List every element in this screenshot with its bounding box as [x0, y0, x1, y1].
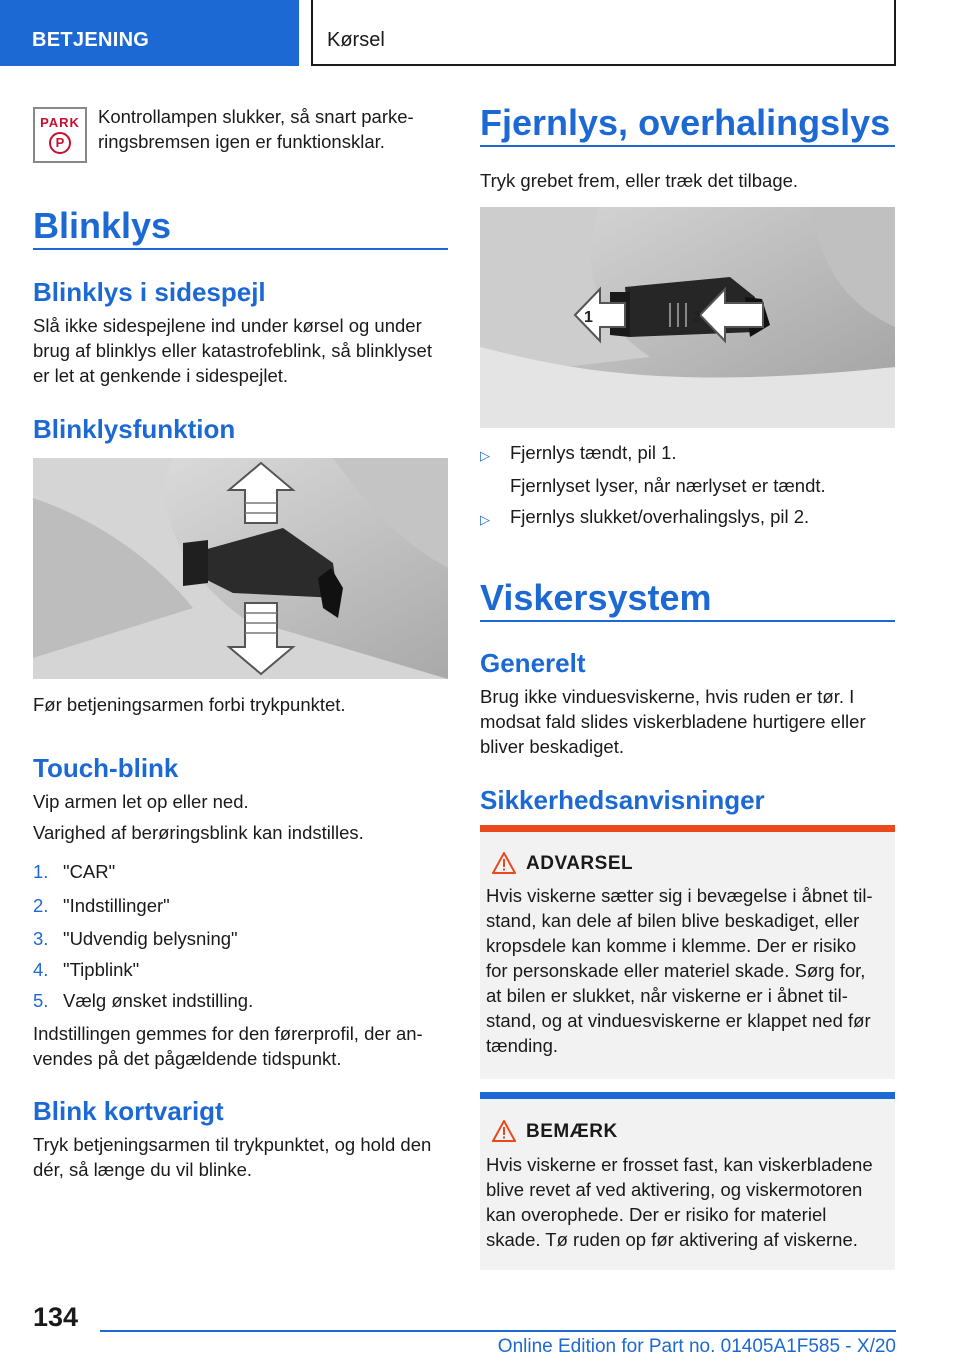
warning-line: stand, kan dele af bilen blive beskadiget, eller: [486, 910, 860, 931]
step-text: Vælg ønsket indstilling.: [63, 990, 254, 1011]
heading-rule: [480, 620, 895, 622]
step-number: 2.: [33, 895, 49, 916]
section-title: BETJENING: [32, 29, 150, 51]
kort-line-1: Tryk betjeningsarmen til trykpunktet, og hold den: [33, 1134, 432, 1155]
heading-blinklys-sidespejl: Blinklys i sidespejl: [33, 277, 266, 307]
touch-after-line-2: vendes på det pågældende tidspunkt.: [33, 1048, 342, 1069]
park-icon-symbol: P: [55, 135, 65, 150]
generelt-paragraph: [480, 684, 900, 759]
edition-link[interactable]: Online Edition for Part no. 01405A1F585 - X/20: [497, 1336, 896, 1357]
heading-viskersystem: Viskersystem: [480, 577, 712, 618]
park-indicator-icon: [33, 107, 87, 163]
notice-line: kan overophede. Der er risiko for materiel: [486, 1204, 827, 1225]
step-text: "Udvendig belysning": [63, 928, 238, 949]
heading-generelt: Generelt: [480, 648, 586, 678]
notice-body: [486, 1152, 886, 1252]
warning-box: [480, 825, 895, 1079]
touch-after-line-1: Indstillingen gemmes for den førerprofil, der an-: [33, 1023, 423, 1044]
park-icon-text: PARK: [40, 115, 80, 130]
park-text-line-1: Kontrollampen slukker, så snart parke-: [98, 106, 414, 127]
step-text: "CAR": [63, 861, 116, 882]
step-number: 1.: [33, 861, 49, 882]
warning-line: Hvis viskerne sætter sig i bevægelse i åbnet til-: [486, 885, 873, 906]
notice-accent-bar: [480, 1092, 895, 1099]
warning-triangle-icon: [492, 852, 516, 874]
section-tab: [0, 0, 299, 66]
park-icon-circle: [49, 132, 71, 154]
bullet-text: Fjernlys slukket/overhalingslys, pil 2.: [510, 506, 810, 527]
sidespejl-line-2: brug af blinklys eller katastrofeblink, så blinklyset: [33, 340, 432, 361]
generelt-line-3: bliver beskadiget.: [480, 736, 624, 757]
heading-rule: [480, 145, 895, 147]
sidespejl-paragraph: [33, 313, 453, 388]
step-number: 5.: [33, 990, 49, 1011]
park-text-line-2: ringsbremsen igen er funktionsklar.: [98, 131, 385, 152]
heading-rule: [33, 248, 448, 250]
turn-signal-lever-figure: [33, 458, 448, 679]
touch-after-paragraph: [33, 1021, 453, 1071]
high-beam-lever-figure: [480, 207, 895, 428]
warning-line: at bilen er slukket, når viskerne er i åbnet til-: [486, 985, 848, 1006]
heading-blink-kortvarigt: Blink kortvarigt: [33, 1096, 224, 1126]
high-beam-illustration: [480, 207, 895, 428]
notice-line: blive revet af ved aktivering, og viskermotoren: [486, 1179, 863, 1200]
fjernlys-intro: Tryk grebet frem, eller træk det tilbage.: [480, 170, 799, 191]
arrow-1-label: 1: [584, 309, 593, 326]
heading-blinklysfunktion: Blinklysfunktion: [33, 414, 236, 444]
generelt-line-2: modsat fald slides viskerbladene hurtigere eller: [480, 711, 866, 732]
heading-blinklys: Blinklys: [33, 205, 172, 246]
caution-triangle-icon: [492, 1120, 516, 1142]
touch-paragraph-2: Varighed af berøringsblink kan indstilles.: [33, 822, 364, 843]
step-number: 3.: [33, 928, 49, 949]
bullet-text: Fjernlys tændt, pil 1.: [510, 442, 677, 463]
step-text: "Indstillinger": [63, 895, 170, 916]
warning-body: [486, 883, 886, 1058]
step-text: "Tipblink": [63, 959, 140, 980]
sidespejl-line-3: er let at genkende i sidespejlet.: [33, 365, 289, 386]
heading-touch-blink: Touch-blink: [33, 753, 179, 783]
step-number: 4.: [33, 959, 49, 980]
triangle-bullet-icon: ▷: [480, 512, 490, 527]
triangle-bullet-icon: ▷: [480, 448, 490, 463]
arrow-2-label: 2: [692, 309, 701, 326]
kort-paragraph: [33, 1132, 458, 1182]
warning-line: for personskade eller materiel skade. Sørg for,: [486, 960, 866, 981]
notice-line: skade. Tø ruden op før aktivering af viskerne.: [486, 1229, 858, 1250]
sidespejl-line-1: Slå ikke sidespejlene ind under kørsel og under: [33, 315, 422, 336]
warning-line: tænding.: [486, 1035, 558, 1056]
turn-signal-illustration: [33, 458, 448, 679]
touch-paragraph-1: Vip armen let op eller ned.: [33, 791, 249, 812]
warning-title: ADVARSEL: [526, 853, 634, 874]
warning-line: stand, og at vinduesviskerne er klappet ned før: [486, 1010, 871, 1031]
bullet-subtext-line: Fjernlyset lyser, når nærlyset er tændt.: [510, 475, 826, 496]
footer-rule: [100, 1330, 896, 1332]
kort-line-2: dér, så længe du vil blinke.: [33, 1159, 253, 1180]
notice-line: Hvis viskerne er frosset fast, kan viskerbladene: [486, 1154, 873, 1175]
heading-fjernlys: Fjernlys, overhalingslys: [480, 102, 891, 143]
page-number: 134: [33, 1302, 79, 1332]
heading-sikkerhedsanvisninger: Sikkerhedsanvisninger: [480, 785, 765, 815]
park-indicator-text: [98, 104, 448, 154]
notice-title: BEMÆRK: [526, 1121, 618, 1142]
notice-box: [480, 1092, 895, 1270]
funktion-caption: Før betjeningsarmen forbi trykpunktet.: [33, 694, 346, 715]
warning-accent-bar: [480, 825, 895, 832]
chapter-tab: [311, 0, 896, 66]
warning-line: kropsdele kan komme i klemme. Der er risiko: [486, 935, 857, 956]
generelt-line-1: Brug ikke vinduesviskerne, hvis ruden er tør. I: [480, 686, 855, 707]
chapter-title: Kørsel: [327, 29, 385, 51]
